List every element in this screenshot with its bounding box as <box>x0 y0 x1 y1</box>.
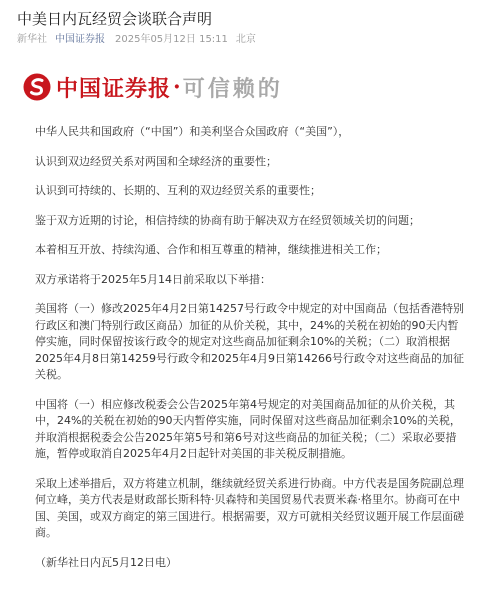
dateline: （新华社日内瓦5月12日电） <box>35 555 177 569</box>
paragraph-spirit: 本着相互开放、持续沟通、合作和相互尊重的精神，继续推进相关工作； <box>35 243 387 256</box>
paragraph-parties: 中华人民共和国政府（“中国”）和美利坚合众国政府（“美国”）， <box>35 125 350 138</box>
publish-location: 北京 <box>235 34 256 45</box>
brand-name: 中国证券报 <box>56 75 172 102</box>
paragraph-china-measures: 中国将（一）相应修改税委会公告2025年第4号规定的对美国商品加征的从价关税，其中，24%的关税在初始的90天内暂停实施，同时保留对这些商品加征剩余10%的关税，并取消根据税委会公告2025年第5号和第6号对这些商品的加征关税；（二）采取必要措施，暂停或取消自2025年4月2日起针对美国的非关税反制措施。 <box>35 397 461 460</box>
account-link[interactable]: 中国证券报 <box>55 34 105 45</box>
brand-banner <box>22 70 283 104</box>
paragraph-sustainability: 认识到可持续的、长期的、互利的双边经贸关系的重要性； <box>35 184 321 197</box>
paragraph-us-measures: 美国将（一）修改2025年4月2日第14257号行政令中规定的对中国商品（包括香港特别行政区和澳门特别行政区商品）加征的从价关税，其中，24%的关税在初始的90天内暂停实施，同时保留按该行政令的规定对这些商品加征剩余10%的关税；（二）取消根据2025年4月8日第14259号行政令和2025年4月9日第14266号行政令对这些商品的加征关税。 <box>35 302 464 381</box>
publish-time: 2025年05月12日 15:11 <box>115 34 228 45</box>
article-meta <box>17 33 256 47</box>
article-title: 中美日内瓦经贸会谈联合声明 <box>17 10 213 28</box>
newspaper-logo-icon <box>22 72 52 102</box>
article-body <box>35 124 467 584</box>
paragraph-importance: 认识到双边经贸关系对两国和全球经济的重要性； <box>35 154 277 168</box>
brand-separator: · <box>173 74 181 100</box>
brand-slogan: 可信赖的 <box>182 75 283 102</box>
paragraph-mechanism: 采取上述举措后，双方将建立机制，继续就经贸关系进行协商。中方代表是国务院副总理何立峰，美方代表是财政部长斯科特·贝森特和美国贸易代表贾米森·格里尔。协商可在中国、美国，或双方商定的第三国进行。根据需要，双方可就相关经贸议题开展工作层面磋商。 <box>35 476 464 539</box>
paragraph-commitment: 双方承诺将于2025年5月14日前采取以下举措： <box>35 272 271 286</box>
article-source: 新华社 <box>17 34 47 45</box>
paragraph-consultation: 鉴于双方近期的讨论，相信持续的协商有助于解决双方在经贸领域关切的问题； <box>35 213 420 227</box>
